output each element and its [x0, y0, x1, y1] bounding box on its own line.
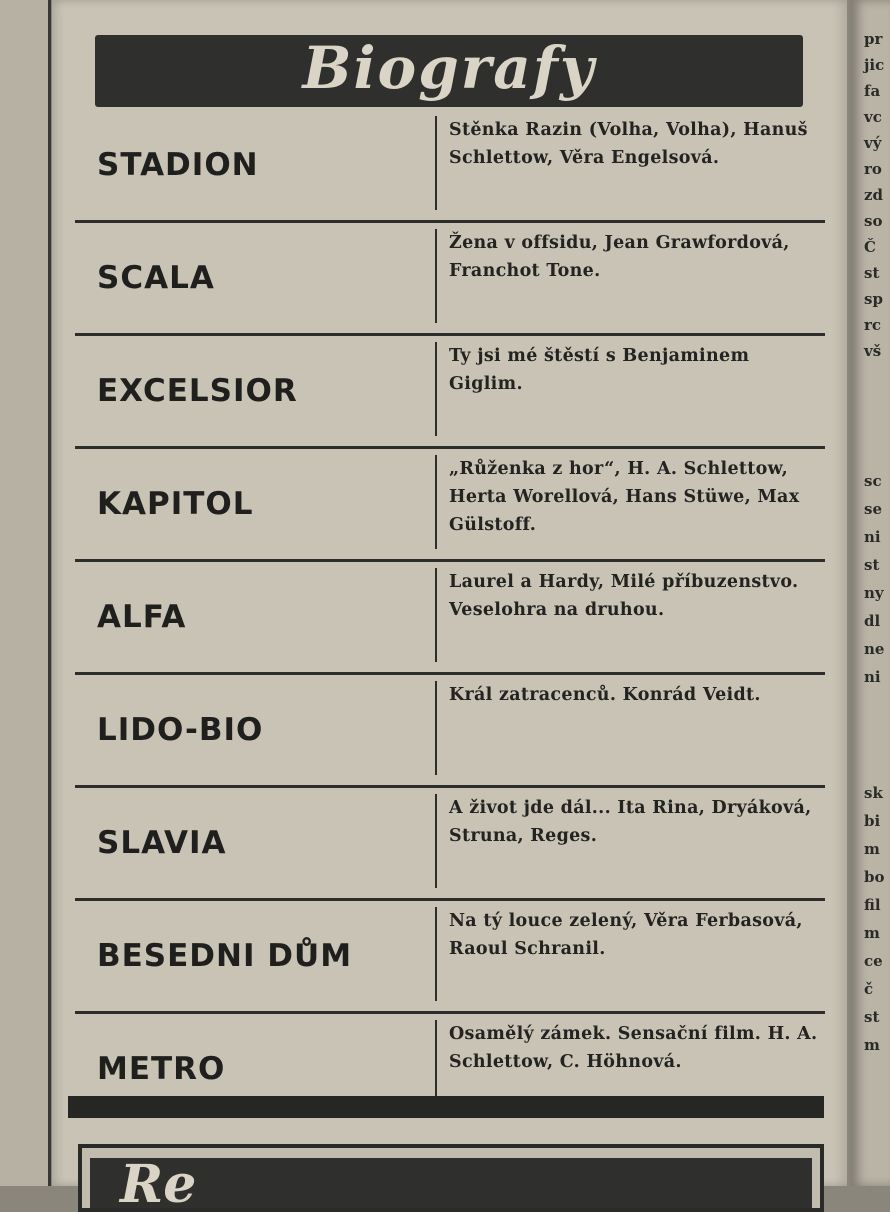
cinema-row: [75, 223, 825, 336]
film-description: Na tý louce zelený, Věra Ferbasová, Raoul Schranil.: [449, 911, 803, 959]
adjacent-text: m: [864, 924, 880, 942]
column-divider: [435, 907, 437, 1001]
cinema-row: [75, 110, 825, 223]
adjacent-text: st: [864, 1008, 880, 1026]
film-description: A život jde dál... Ita Rina, Dryáková, Struna, Reges.: [449, 798, 812, 846]
cinema-listing: [75, 110, 825, 1124]
adjacent-text: st: [864, 264, 880, 282]
section-title: Biografy: [302, 34, 596, 102]
adjacent-text: m: [864, 1036, 880, 1054]
cinema-name: SLAVIA: [97, 825, 227, 861]
adjacent-text: ni: [864, 528, 881, 546]
adjacent-text: fil: [864, 896, 881, 914]
adjacent-text: dl: [864, 612, 881, 630]
cinema-row: [75, 336, 825, 449]
film-description: Stěnka Razin (Volha, Volha), Hanuš Schlettow, Věra Engelsová.: [449, 120, 808, 168]
adjacent-text: pr: [864, 30, 883, 48]
column-divider: [435, 568, 437, 662]
cinema-name: BESEDNI DŮM: [97, 938, 353, 974]
cinema-row: [75, 675, 825, 788]
adjacent-text: vý: [864, 134, 882, 152]
column-divider: [435, 342, 437, 436]
column-divider: [435, 681, 437, 775]
cinema-name: SCALA: [97, 260, 215, 296]
adjacent-text: jic: [864, 56, 885, 74]
film-description: Žena v offsidu, Jean Grawfordová, Franchot Tone.: [449, 233, 790, 281]
adjacent-text: m: [864, 840, 880, 858]
adjacent-text: se: [864, 500, 882, 518]
next-section-header: [78, 1144, 824, 1212]
cinema-name: ALFA: [97, 599, 187, 635]
column-divider: [435, 794, 437, 888]
section-header: [95, 35, 803, 107]
cinema-name: LIDO-BIO: [97, 712, 264, 748]
cinema-name: EXCELSIOR: [97, 373, 298, 409]
film-description: „Růženka z hor“, H. A. Schlettow, Herta Worellová, Hans Stüwe, Max Gülstoff.: [449, 459, 800, 535]
cinema-row: [75, 901, 825, 1014]
cinema-row: [75, 562, 825, 675]
adjacent-text: sk: [864, 784, 883, 802]
adjacent-text: ne: [864, 640, 885, 658]
adjacent-text: rc: [864, 316, 882, 334]
cinema-row: [75, 449, 825, 562]
adjacent-text: sp: [864, 290, 883, 308]
cinema-row: [75, 788, 825, 901]
adjacent-text: Č: [864, 238, 876, 256]
adjacent-text: vš: [864, 342, 882, 360]
section-end-bar: [68, 1096, 824, 1118]
left-page-margin: [0, 0, 51, 1186]
adjacent-text: sc: [864, 472, 882, 490]
adjacent-text: bo: [864, 868, 885, 886]
adjacent-text: ny: [864, 584, 884, 602]
adjacent-text: vc: [864, 108, 882, 126]
adjacent-text: č: [864, 980, 874, 998]
column-divider: [435, 116, 437, 210]
column-divider: [435, 229, 437, 323]
adjacent-text: fa: [864, 82, 881, 100]
cinema-name: METRO: [97, 1051, 226, 1087]
adjacent-text: zd: [864, 186, 884, 204]
cinema-name: STADION: [97, 147, 259, 183]
adjacent-text: so: [864, 212, 883, 230]
column-divider: [435, 455, 437, 549]
adjacent-text: ce: [864, 952, 883, 970]
film-description: Ty jsi mé štěstí s Benjaminem Giglim.: [449, 346, 750, 394]
next-section-title: Re: [120, 1158, 197, 1208]
adjacent-text: ro: [864, 160, 882, 178]
adjacent-text: bi: [864, 812, 881, 830]
next-section-bar: [90, 1158, 812, 1208]
adjacent-column: [850, 0, 890, 1186]
adjacent-text: ni: [864, 668, 881, 686]
adjacent-text: st: [864, 556, 880, 574]
film-description: Laurel a Hardy, Milé příbuzenstvo. Veselohra na druhou.: [449, 572, 799, 620]
film-description: Král zatracenců. Konrád Veidt.: [449, 685, 761, 705]
cinema-name: KAPITOL: [97, 486, 254, 522]
film-description: Osamělý zámek. Sensační film. H. A. Schlettow, C. Höhnová.: [449, 1024, 818, 1072]
